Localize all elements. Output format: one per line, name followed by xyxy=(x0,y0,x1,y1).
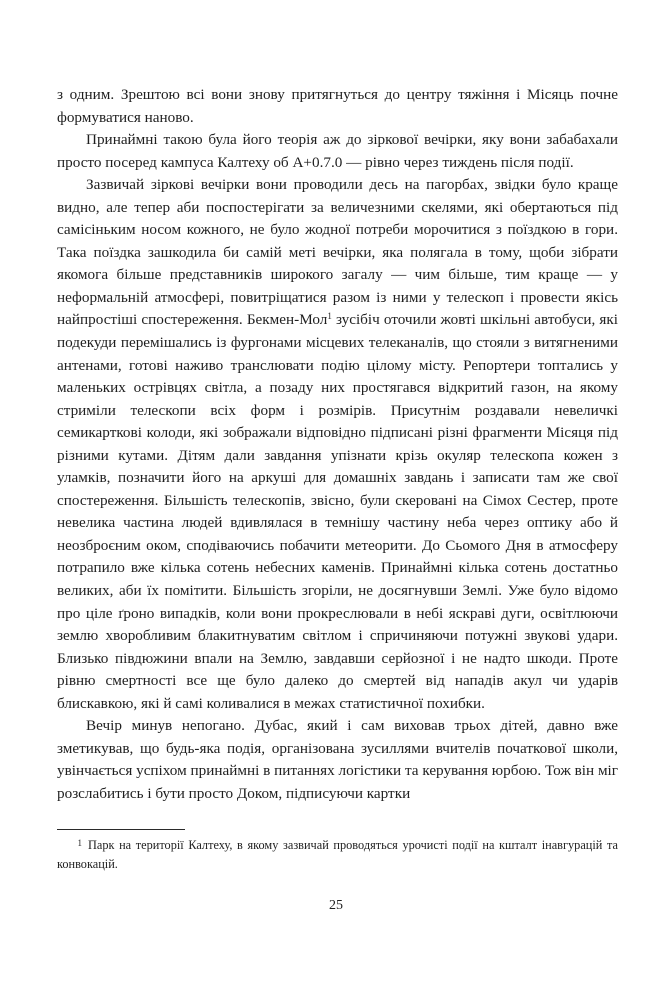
paragraph: Вечір минув непогано. Дубас, який і сам виховав трьох дітей, давно вже зметикував, що будь-яка подія, організована зусиллями вчителів початкової школи, увінчається успіхом принаймні в питаннях логістики та керування юрбою. Тож він міг розслабитись і бути просто Доком, підписуючи картки xyxy=(57,717,619,802)
paragraph: Принаймні такою була його теорія аж до зіркової вечірки, яку вони забабахали просто посеред кампуса Калтеху об А+0.7.0 — рівно через тиждень після події. xyxy=(57,131,618,171)
paragraph: з одним. Зрештою всі вони знову притягнуться до центру тяжіння і Місяць почне формуватися наново. xyxy=(57,86,618,126)
paragraph-text: Зазвичай зіркові вечірки вони проводили десь на пагорбах, звідки було краще видно, але тепер аби поспостерігати за величезними скелями, які обертаються під самісіньким носом кожного, не було жодної потреби морочитися з поїздкою в гори. Така поїздка зашкодила би самій меті вечірки, яка полягала в тому, щоби зібрати якомога більше представників широкого загалу — чим більше, тим краще — у неформальній атмосфері, повитріщатися разом із ними у телескоп і провести якісь найпростіші спостереження. Бекмен-Мол xyxy=(57,176,618,329)
footnote-text: Парк на території Калтеху, в якому зазвичай проводяться урочисті події на кшталт інавгурацій та конвокацій. xyxy=(57,838,618,871)
footnote-number: 1 xyxy=(77,838,82,848)
page-number: 25 xyxy=(329,898,343,913)
paragraph-text-continued: зусібіч оточили жовті шкільні автобуси, які подекуди перемішались із фургонами місцевих телеканалів, що стояли з витягненими антенами, готові наживо транслювати подію цілому місту. Репортери топтались у маленьких острівцях світла, а позаду них простягався відкритий газон, на якому стриміли телескопи всіх форм і розмірів. Присутнім роздавали невеличкі семикарткові колоди, які зображали відповідно підписані різні фрагменти Місяця під різними кутами. Дітям дали завдання упізнати крізь окуляр телескопа кожен з уламків, позначити його на аркуші для домашніх завдань і записати там же свої спостереження. Більшість телескопів, звісно, були скеровані на Сімох Сестер, проте невелика частина людей вдивлялася в темнішу частину неба через оптику або й неозброєним оком, сподіваючись побачити метеорити. До Сьомого Дня в атмосферу потрапило вже кілька сотень небесних каменів. Принаймні кілька сотень достатньо великих, аби їх помітити. Більшість згоріли, не досягнувши Землі. Уже було відомо про ціле ґроно випадків, коли вони прокреслювали в небі яскраві дуги, освітлюючи землю хворобливим блакитнуватим світлом і спричиняючи потужні звукові удари. Близько півдюжини впали на Землю, завдавши серйозної і не надто шкоди. Проте рівню смертності все ще було далеко до смертей від нападів акул чи ударів блискавкою, які й самі коливалися в межах статистичної похибки. xyxy=(57,311,618,712)
main-text xyxy=(57,84,618,806)
footnote-reference: 1 xyxy=(327,311,332,322)
footnote-divider xyxy=(57,829,185,830)
paragraph-with-footnote xyxy=(57,174,618,715)
footnote xyxy=(57,834,618,874)
